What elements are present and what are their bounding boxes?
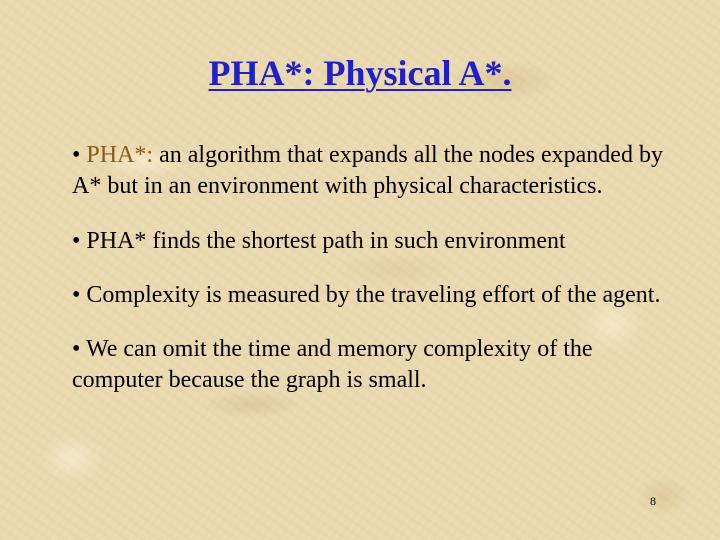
bullet-keyword: PHA*: xyxy=(86,142,154,168)
bullet-item xyxy=(72,140,672,202)
bullet-marker: • xyxy=(72,142,87,168)
bullet-item: • Complexity is measured by the traveling effort of the agent. xyxy=(72,282,661,308)
page-number: 8 xyxy=(650,494,656,508)
bullet-text: an algorithm that expands all the nodes expanded by A* but in an environment with physical characteristics. xyxy=(72,142,663,199)
bullet-list xyxy=(72,140,672,419)
bullet-item: • PHA* finds the shortest path in such environment xyxy=(72,228,566,254)
slide-title: PHA*: Physical A*. xyxy=(208,53,512,93)
bullet-item: • We can omit the time and memory complexity of the computer because the graph is small. xyxy=(72,336,593,393)
